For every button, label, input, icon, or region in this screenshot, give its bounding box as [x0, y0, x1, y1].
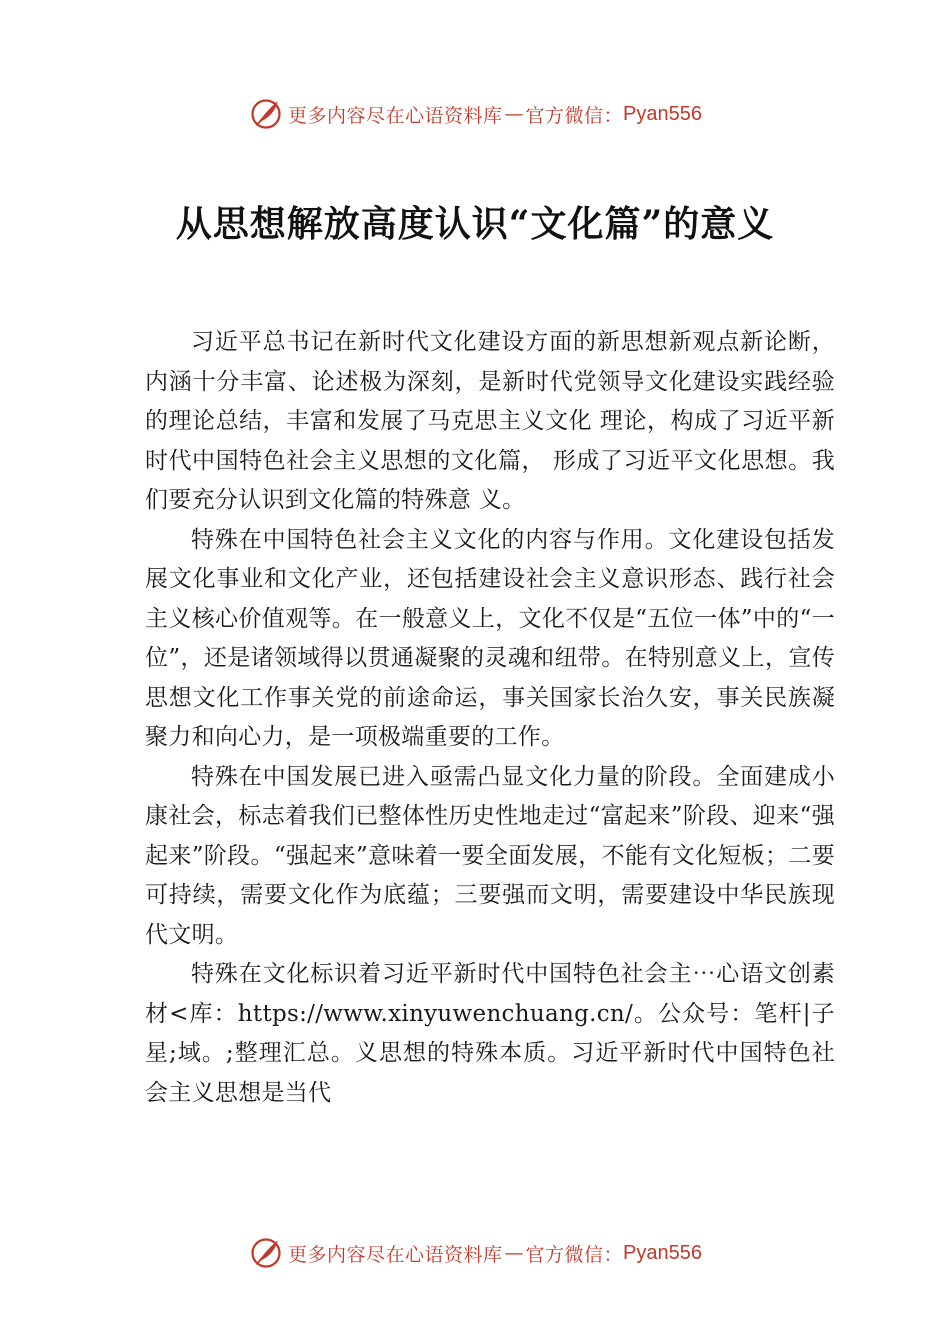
footer-banner: [0, 1233, 950, 1273]
banner-wechat-id: Pyan556: [623, 102, 702, 125]
paragraph: 特殊在中国特色社会主义文化的内容与作用。文化建设包括发展文化事业和文化产业，还包括建设社会主义意识形态、践行社会主义核心价值观等。在一般意义上，文化不仅是“五位一体”中的“一位”，还是诸领域得以贯通凝聚的灵魂和纽带。在特别意义上，宣传思想文化工作事关党的前途命运，事关国家长治久安，事关民族凝聚力和向心力，是一项极端重要的工作。: [145, 526, 835, 750]
paragraph: 特殊在中国发展已进入亟需凸显文化力量的阶段。全面建成小康社会，标志着我们已整体性历史性地走过“富起来”阶段、迎来“强起来”阶段。“强起来”意味着一要全面发展，不能有文化短板；二要可持续，需要文化作为底蕴；三要强而文明，需要建设中华民族现代文明。: [145, 763, 835, 948]
paragraph: 习近平总书记在新时代文化建设方面的新思想新观点新论断，内涵十分丰富、论述极为深刻，是新时代党领导文化建设实践经验的理论总结，丰富和发展了马克思主义文化 理论，构成了习近平新时代中国特色社会主义思想的文化篇， 形成了习近平文化思想。我们要充分认识到文化篇的特殊意 义。: [145, 329, 835, 513]
quill-logo-icon: [248, 96, 284, 132]
banner-dash: —: [504, 1242, 524, 1264]
banner-text: 更多内容尽在心语资料库: [288, 104, 503, 127]
quill-logo-icon: [248, 1235, 284, 1271]
banner-label: 官方微信：: [525, 104, 624, 127]
banner-label: 官方微信：: [525, 1243, 624, 1266]
document-body: [145, 323, 835, 1113]
banner-text: 更多内容尽在心语资料库: [288, 1243, 503, 1266]
banner-wechat-id: Pyan556: [623, 1241, 702, 1264]
banner-dash: —: [504, 103, 524, 125]
document-title: 从思想解放高度认识“文化篇”的意义: [175, 203, 775, 245]
paragraph: 特殊在文化标识着习近平新时代中国特色社会主⋯心语文创素材<库：https://www.xinyuwenchuang.cn/。公众号：笔杆|子星;域。;整理汇总。义思想的特殊本质。习近平新时代中国特色社会主义思想是当代: [145, 961, 835, 1106]
header-banner: [0, 94, 950, 134]
